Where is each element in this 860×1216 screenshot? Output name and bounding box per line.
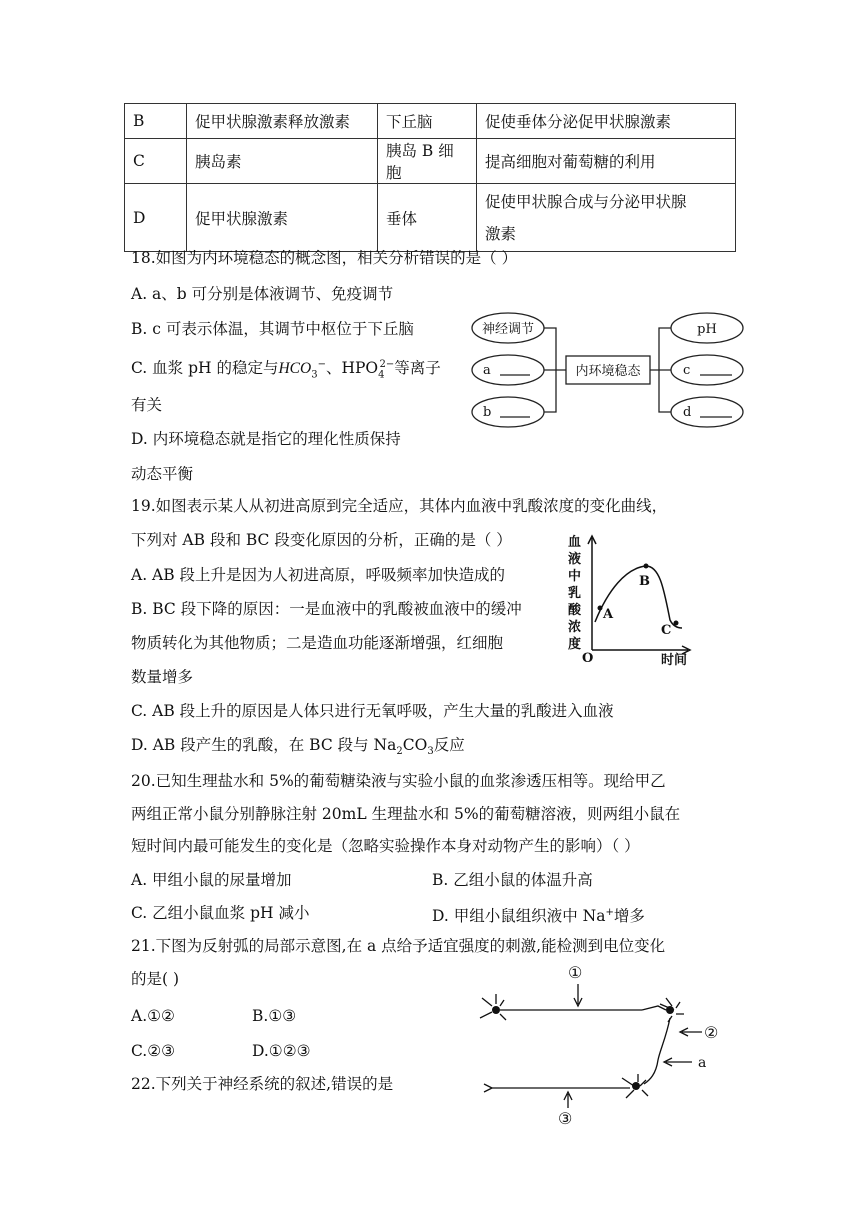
y-axis-label-char: 度 xyxy=(568,637,582,652)
diagram-label-a: a xyxy=(483,363,491,378)
origin-label: O xyxy=(582,651,594,666)
point-b-label: B xyxy=(639,574,650,589)
y-axis-label-char: 浓 xyxy=(568,620,582,635)
question-20-stem-2: 两组正常小鼠分别静脉注射 20mL 生理盐水和 5%的葡萄糖溶液，则两组小鼠在 xyxy=(131,805,681,823)
y-axis-label-char: 乳 xyxy=(568,586,582,601)
reflex-arc-diagram xyxy=(470,958,730,1130)
table-row xyxy=(125,139,736,184)
q18-option-a: A. a、b 可分别是体液调节、免疫调节 xyxy=(131,285,394,303)
hormone-table xyxy=(124,103,736,252)
y-axis-label xyxy=(568,534,582,652)
table-cell: B xyxy=(125,104,187,139)
question-21-stem-2: 的是( ) xyxy=(131,970,180,988)
point-a-label: a xyxy=(698,1055,707,1071)
table-row xyxy=(125,104,736,139)
q19-option-b-1: B. BC 段下降的原因：一是血液中的乳酸被血液中的缓冲 xyxy=(131,600,522,618)
diagram-label-ph: pH xyxy=(697,322,717,337)
q20-option-c: C. 乙组小鼠血浆 pH 减小 xyxy=(131,904,310,922)
marker-2-label: ② xyxy=(704,1023,719,1042)
table-row xyxy=(125,184,736,252)
point-a-label: A xyxy=(603,607,614,622)
q21-option-b: B.①③ xyxy=(252,1007,297,1025)
table-cell: 胰岛 B 细胞 xyxy=(378,139,477,184)
table-cell: 促使垂体分泌促甲状腺激素 xyxy=(477,104,736,139)
diagram-label-nerve: 神经调节 xyxy=(481,322,535,337)
question-21-stem-1: 21.下图为反射弧的局部示意图,在 a 点给予适宜强度的刺激,能检测到电位变化 xyxy=(131,937,666,955)
question-20-stem-1: 20.已知生理盐水和 5%的葡萄糖染液与实验小鼠的血浆渗透压相等。现给甲乙 xyxy=(131,772,666,790)
table-cell: D xyxy=(125,184,187,252)
question-20-stem-3: 短时间内最可能发生的变化是（忽略实验操作本身对动物产生的影响）（ ） xyxy=(131,837,640,855)
homeostasis-concept-diagram xyxy=(464,304,754,434)
table-cell: 下丘脑 xyxy=(378,104,477,139)
q21-option-c: C.②③ xyxy=(131,1042,176,1060)
y-axis-label-char: 酸 xyxy=(568,603,582,618)
x-axis-label: 时间 xyxy=(661,653,688,668)
q21-option-a: A.①② xyxy=(131,1007,175,1025)
table-cell: 垂体 xyxy=(378,184,477,252)
question-19-stem-1: 19.如图表示某人从初进高原到完全适应，其体内血液中乳酸浓度的变化曲线， xyxy=(131,497,668,515)
lactate-curve-chart xyxy=(560,530,700,670)
point-c-label: C xyxy=(661,623,672,638)
marker-3-label: ③ xyxy=(558,1109,573,1128)
diagram-label-d: d xyxy=(683,405,692,420)
diagram-label-center: 内环境稳态 xyxy=(575,364,641,379)
q21-option-d: D.①②③ xyxy=(252,1042,311,1060)
q20-option-d: D. 甲组小鼠组织液中 Na+增多 xyxy=(432,907,645,926)
marker-1-label: ① xyxy=(568,963,583,982)
q19-option-a: A. AB 段上升是因为人初进高原，呼吸频率加快造成的 xyxy=(131,566,506,584)
cell-line: 激素 xyxy=(485,224,517,243)
question-22-stem: 22.下列关于神经系统的叙述,错误的是 xyxy=(131,1075,394,1093)
q18-option-c: C. 血浆 pH 的稳定与$HCO_3^-$、$HPO_4^{2-}$等离子 xyxy=(131,359,441,381)
y-axis-label-char: 血 xyxy=(568,535,582,550)
table-cell: 胰岛素 xyxy=(187,139,378,184)
table-cell: 提高细胞对葡萄糖的利用 xyxy=(477,139,736,184)
q20-option-a: A. 甲组小鼠的尿量增加 xyxy=(131,871,292,889)
diagram-label-c: c xyxy=(683,363,691,378)
q18-option-b: B. c 可表示体温，其调节中枢位于下丘脑 xyxy=(131,320,414,338)
point-a-marker xyxy=(598,606,603,611)
q18-option-d-cont: 动态平衡 xyxy=(131,465,194,483)
y-axis-label-char: 中 xyxy=(568,569,582,584)
diagram-label-b: b xyxy=(483,405,492,420)
table-cell: 促甲状腺激素 xyxy=(187,184,378,252)
cell-line: 促使甲状腺合成与分泌甲状腺 xyxy=(485,192,687,211)
y-axis-label-char: 液 xyxy=(568,552,582,567)
q18-option-c-cont: 有关 xyxy=(131,396,163,414)
q19-option-c: C. AB 段上升的原因是人体只进行无氧呼吸，产生大量的乳酸进入血液 xyxy=(131,702,614,720)
table-cell: C xyxy=(125,139,187,184)
question-19-stem-2: 下列对 AB 段和 BC 段变化原因的分析，正确的是（ ） xyxy=(131,531,512,549)
table-cell: 促甲状腺激素释放激素 xyxy=(187,104,378,139)
table-cell xyxy=(477,184,736,252)
q18-option-d: D. 内环境稳态就是指它的理化性质保持 xyxy=(131,430,401,448)
q19-option-d: D. AB 段产生的乳酸，在 BC 段与 $Na_2CO_3$反应 xyxy=(131,736,465,758)
point-c-marker xyxy=(674,621,679,626)
point-b-marker xyxy=(644,564,649,569)
q19-option-b-2: 物质转化为其他物质；二是造血功能逐渐增强，红细胞 xyxy=(131,634,504,652)
question-18-stem: 18.如图为内环境稳态的概念图，相关分析错误的是（ ） xyxy=(131,249,518,267)
q19-option-b-3: 数量增多 xyxy=(131,668,194,686)
q20-option-b: B. 乙组小鼠的体温升高 xyxy=(432,871,593,889)
